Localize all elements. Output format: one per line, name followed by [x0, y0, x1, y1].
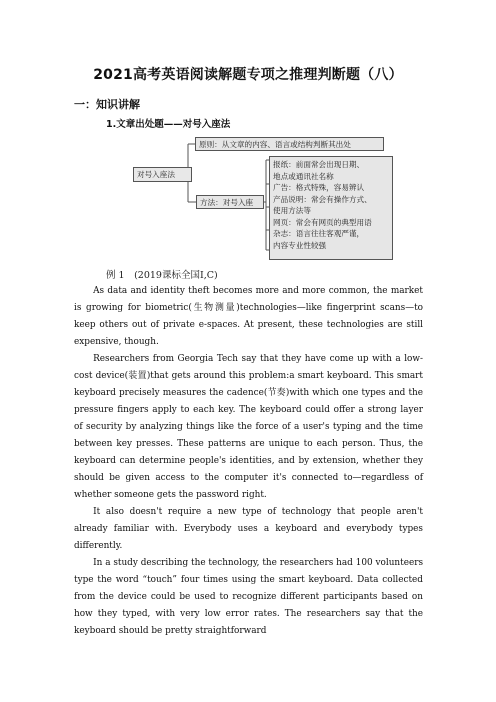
mind-map-method-node: 方法：对号入座 [196, 195, 264, 209]
mind-map-leaf: 杂志：语言往往客观严谨， [273, 229, 365, 238]
paragraph: As data and identity theft becomes more and more common, the market is growing for biometric(生物测量)technologies—like fingerprint scans—to keep others out of private e-spaces. At present, these technologies are still expensive, though. [74, 286, 423, 347]
mind-map-leaf: 产品说明：常会有操作方式、 [273, 194, 372, 204]
example-label: 例 1 (2019课标全国Ⅰ,C) [106, 270, 218, 281]
mind-map-rule-node: 原则：从文章的内容、语言或结构判断其出处 [195, 137, 384, 151]
mind-map-leaf: 广告：格式特殊，容易辨认 [273, 183, 365, 192]
section-heading: 一：知识讲解 [74, 98, 140, 111]
mind-map-leaf-list [269, 156, 393, 260]
paragraph: It also doesn't require a new type of technology that people aren't already familiar with. Everybody uses a keyboard and everybody types differently. [74, 507, 423, 551]
mind-map [0, 0, 496, 260]
passage [74, 283, 423, 640]
mind-map-leaf: 内容专业性较强 [273, 240, 327, 250]
mind-map-leaf: 使用方法等 [273, 206, 311, 215]
subsection-heading: 1.文章出处题——对号入座法 [106, 119, 231, 130]
document-title: 2021高考英语阅读解题专项之推理判断题（八） [93, 67, 403, 83]
mind-map-leaf: 报纸：前面常会出现日期、 [273, 160, 365, 169]
mind-map-connectors [0, 0, 496, 260]
mind-map-root: 对号入座法 [133, 167, 192, 182]
paragraph: In a study describing the technology, the researchers had 100 volunteers type the word “touch” four times using the smart keyboard. Data collected from the device could be used to recognize different participants based on how they typed, with very low error rates. The researchers say that the keyboard should be pretty straightforward [74, 558, 423, 636]
paragraph: Researchers from Georgia Tech say that they have come up with a low-cost device(装置)that gets around this problem:a smart keyboard. This smart keyboard precisely measures the cadence(节奏)with which one types and the pressure fingers apply to each key. The keyboard could offer a strong layer of security by analyzing things like the force of a user's typing and the time between key presses. These patterns are unique to each person. Thus, the keyboard can determine people's identities, and by extension, whether they should be given access to the computer it's connected to—regardless of whether someone gets the password right. [74, 354, 423, 500]
mind-map-leaf: 网页：常会有网页的典型用语 [273, 217, 372, 227]
mind-map-leaf: 地点或通讯社名称 [273, 171, 334, 181]
